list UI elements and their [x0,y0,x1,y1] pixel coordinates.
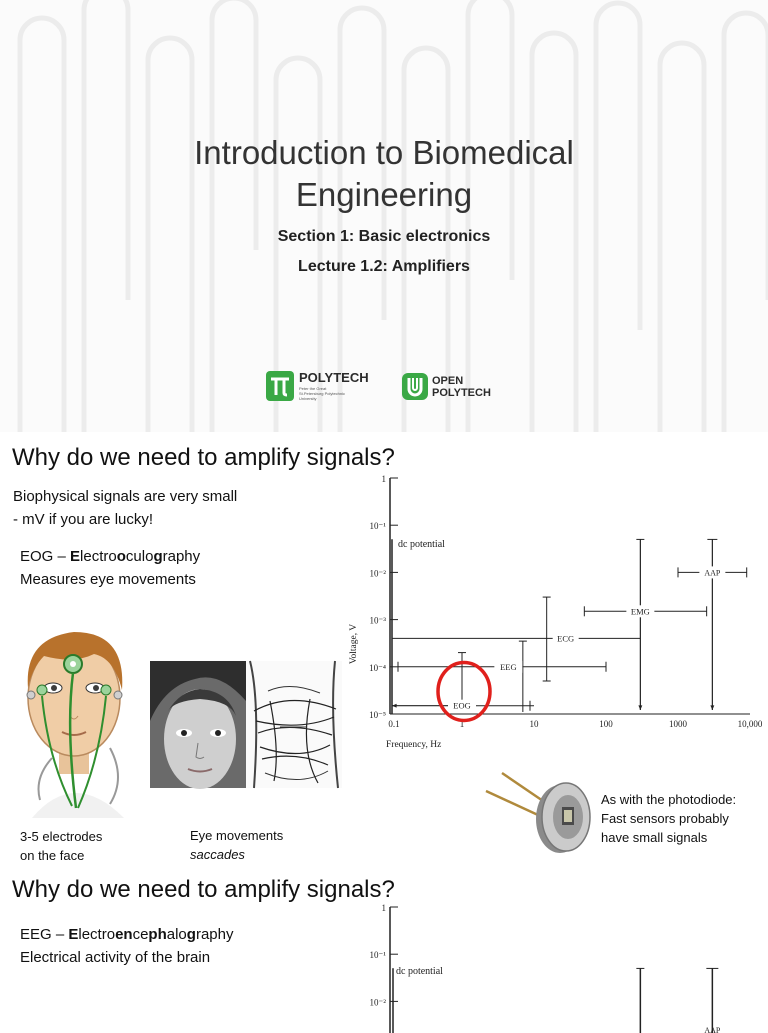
pi-logo-icon [266,371,294,401]
x-tick-label: 1 [459,719,465,729]
eog-description: Measures eye movements [20,571,196,588]
head-electrodes-illustration [14,618,134,818]
aap-label: AAP [704,568,721,578]
photodiode-line-3: have small signals [601,830,708,845]
aap-label: AAP [704,1026,721,1033]
dc-potential-label: dc potential [398,539,445,551]
eog-highlight-circle [438,662,490,720]
eeg-slide [0,872,768,1033]
word-part: E [70,548,81,565]
y-tick-label: 1 [381,474,386,484]
x-tick-label: 1000 [669,719,687,729]
polytech-logo-small-2: St.Petersburg Polytechnic [299,391,346,396]
y-tick-label: 10⁻³ [369,615,386,626]
y-tick-label: 10⁻² [369,568,386,579]
aap-vertical-head [710,705,714,710]
polytech-logo-small-1: Peter the Great [299,386,327,391]
face-photos [150,661,342,788]
eog-prefix: EOG – [20,548,71,565]
intro-line-1: Biophysical signals are very small [13,488,238,505]
dc-potential-label: dc potential [396,966,443,978]
word-part: raphy [195,926,234,943]
lecture-title [0,132,768,216]
y-tick-label: 10⁻⁵ [369,710,386,720]
word-part: o [116,548,126,565]
eog-heading [20,545,200,568]
x-tick-label: 100 [599,719,613,729]
word-part: ph [148,926,167,943]
y-tick-label: 10⁻¹ [369,521,386,532]
x-axis-label: Frequency, Hz [386,740,442,750]
eog-slide [0,432,768,872]
title-line-1: Introduction to Biomedical [194,134,574,171]
word-part: lectro [78,926,116,943]
title-line-2: Engineering [295,176,473,213]
word-part: lectro [80,548,117,565]
lecture-label: Lecture 1.2: Amplifiers [298,258,470,275]
signal-range-chart [340,474,765,758]
polytech-logo-small-3: University [299,396,317,401]
word-part: g [153,548,163,565]
word-part: E [68,926,79,943]
ecg-label: ECG [557,633,575,644]
word-part: raphy [162,548,201,565]
open-polytech-line-1: OPEN [432,374,464,387]
y-tick-label: 10⁻¹ [369,950,386,961]
word-part: g [186,926,196,943]
emg-label: EMG [630,606,650,617]
polytech-logo [266,371,369,401]
word-part: en [115,926,133,943]
electrodes-line-1: 3-5 electrodes [20,829,103,844]
intro-line-2: - mV if you are lucky! [13,511,154,528]
background-pattern [0,0,768,432]
y-tick-label: 10⁻⁴ [369,662,386,673]
saccades-label: saccades [190,847,245,862]
emg-vertical-head [638,705,642,710]
eeg-label: EEG [500,661,517,672]
slide-title: Why do we need to amplify signals? [12,444,395,471]
eeg-heading [20,923,233,946]
open-polytech-icon [402,373,428,400]
eog-label: EOG [453,700,471,711]
x-tick-label: 10,000 [737,719,763,729]
word-part: culo [125,548,154,565]
word-part: ce [132,926,149,943]
polytech-logo-name: POLYTECH [299,370,369,385]
photodiode-line-2: Fast sensors probably [601,811,729,826]
eye-movements-label: Eye movements [190,828,284,843]
open-polytech-logo [402,373,491,400]
section-label: Section 1: Basic electronics [277,228,491,245]
y-tick-label: 1 [381,903,386,913]
photodiode-image [480,767,600,859]
photodiode-line-1: As with the photodiode: [601,792,737,807]
slide-title: Why do we need to amplify signals? [12,876,395,903]
eeg-description: Electrical activity of the brain [20,949,211,966]
title-slide [0,0,768,432]
y-axis-label: Voltage, V [349,623,359,665]
x-tick-label: 0.1 [388,719,400,729]
eeg-prefix: EEG – [20,926,69,943]
word-part: alo [166,926,187,943]
open-polytech-line-2: POLYTECH [432,386,491,399]
y-tick-label: 10⁻² [369,997,386,1008]
electrodes-line-2: on the face [20,848,85,863]
signal-range-chart-partial [340,903,765,1033]
x-tick-label: 10 [529,719,539,729]
